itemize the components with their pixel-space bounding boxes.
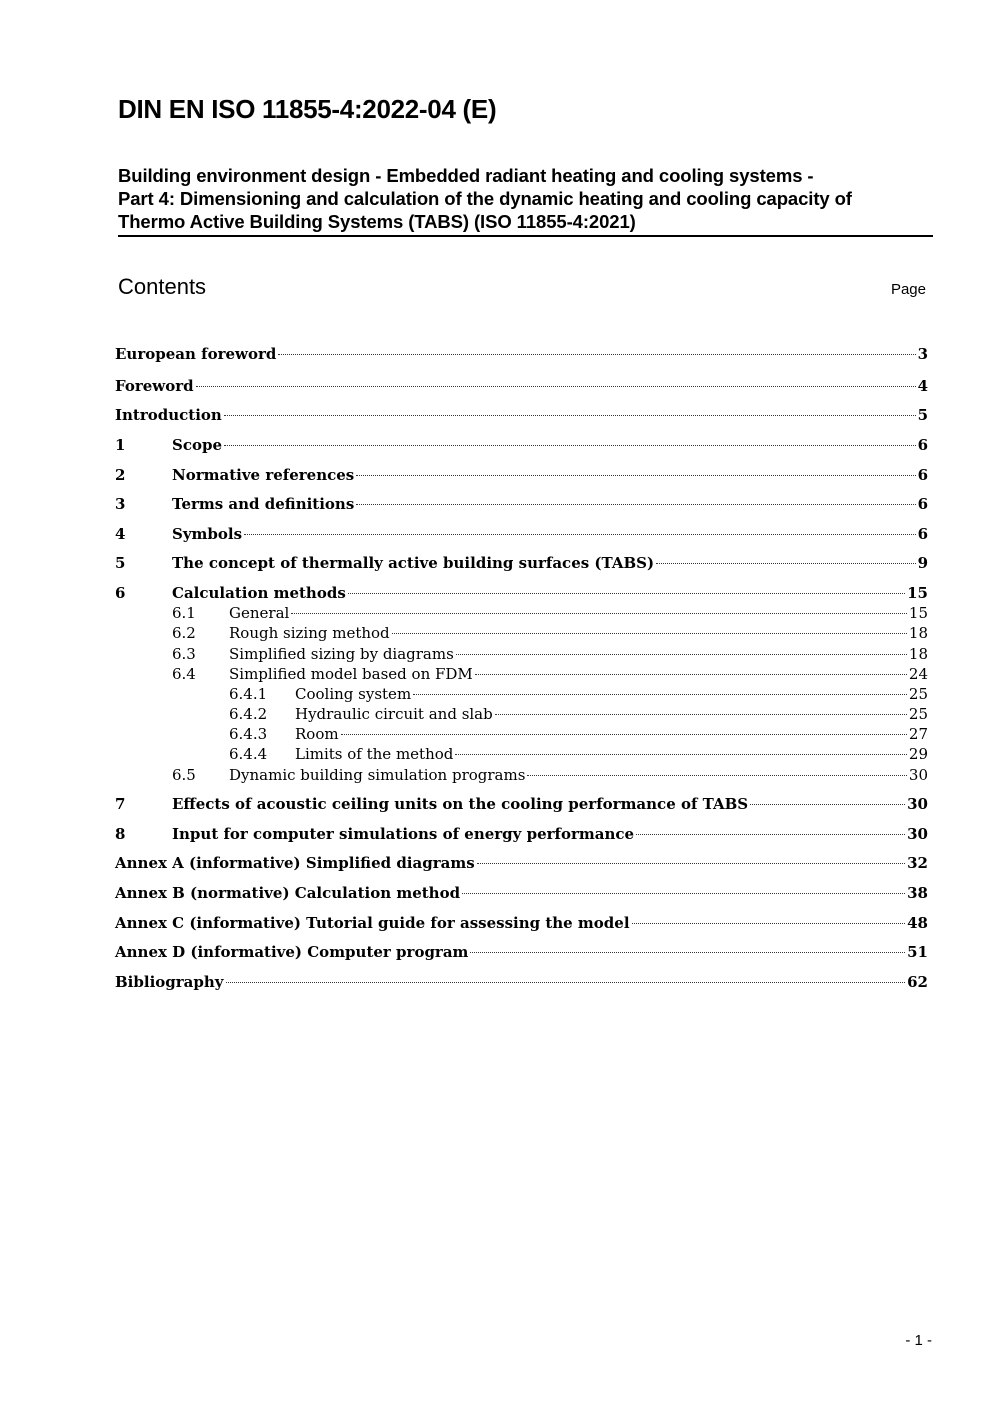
dot-leader bbox=[413, 694, 907, 695]
dot-leader bbox=[455, 754, 907, 755]
dot-leader bbox=[392, 633, 907, 634]
contents-heading: Contents bbox=[118, 274, 207, 299]
toc-entry[interactable] bbox=[115, 435, 928, 455]
toc-entry-label: General bbox=[229, 604, 290, 622]
toc-entry-page: 51 bbox=[907, 943, 928, 961]
toc-entry-page: 9 bbox=[917, 554, 928, 572]
toc-entry[interactable] bbox=[115, 942, 928, 962]
toc-entry-label: Input for computer simulations of energy performance bbox=[172, 825, 635, 843]
toc-entry-text bbox=[172, 524, 928, 544]
toc-entry[interactable] bbox=[115, 583, 928, 603]
toc-entry-page: 27 bbox=[908, 725, 928, 743]
toc-entry[interactable] bbox=[115, 883, 928, 903]
title-line: Thermo Active Building Systems (TABS) (ISO 11855-4:2021) bbox=[118, 211, 636, 232]
toc-entry[interactable] bbox=[115, 744, 928, 764]
toc-entry-text bbox=[115, 942, 928, 962]
toc-entry[interactable] bbox=[115, 794, 928, 814]
toc-entry-text bbox=[115, 853, 928, 873]
toc-entry-page: 32 bbox=[907, 854, 928, 872]
toc-entry-number: 6.4.4 bbox=[229, 745, 268, 763]
dot-leader bbox=[291, 613, 907, 614]
page-column-heading: Page bbox=[890, 281, 926, 298]
toc-entry-label: Simplified sizing by diagrams bbox=[229, 645, 454, 663]
toc-entry[interactable] bbox=[115, 724, 928, 744]
toc-entry-text bbox=[295, 744, 928, 764]
toc-entry-number: 4 bbox=[115, 525, 126, 543]
toc-entry[interactable] bbox=[115, 465, 928, 485]
dot-leader bbox=[224, 445, 916, 446]
dot-leader bbox=[348, 593, 905, 594]
toc-entry-page: 48 bbox=[907, 914, 928, 932]
toc-entry-number: 8 bbox=[115, 825, 126, 843]
toc-entry-page: 6 bbox=[917, 436, 928, 454]
toc-entry-text bbox=[172, 583, 928, 603]
toc-entry[interactable] bbox=[115, 344, 928, 364]
toc-entry-text bbox=[172, 824, 928, 844]
toc-entry-text bbox=[115, 376, 928, 396]
dot-leader bbox=[278, 354, 915, 355]
toc-entry-number: 5 bbox=[115, 554, 126, 572]
dot-leader bbox=[224, 415, 916, 416]
toc-entry-page: 6 bbox=[917, 525, 928, 543]
toc-entry[interactable] bbox=[115, 664, 928, 684]
toc-entry-number: 3 bbox=[115, 495, 126, 513]
dot-leader bbox=[462, 893, 905, 894]
page-number-footer: - 1 - bbox=[905, 1332, 932, 1349]
dot-leader bbox=[226, 982, 906, 983]
dot-leader bbox=[632, 923, 906, 924]
toc-entry[interactable] bbox=[115, 524, 928, 544]
toc-entry-label: Annex A (informative) Simplified diagrams bbox=[115, 854, 475, 872]
dot-leader bbox=[356, 504, 915, 505]
dot-leader bbox=[495, 714, 907, 715]
toc-entry-number: 6.5 bbox=[172, 766, 196, 784]
toc-entry-text bbox=[295, 684, 928, 704]
toc-entry-number: 6.4.3 bbox=[229, 725, 268, 743]
toc-entry-page: 24 bbox=[908, 665, 928, 683]
toc-entry-label: Limits of the method bbox=[295, 745, 454, 763]
toc-entry-label: Scope bbox=[172, 436, 223, 454]
toc-entry-label: Dynamic building simulation programs bbox=[229, 766, 526, 784]
toc-entry-label: Annex C (informative) Tutorial guide for assessing the model bbox=[115, 914, 630, 932]
toc-entry-text bbox=[115, 883, 928, 903]
toc-entry-page: 25 bbox=[908, 685, 928, 703]
dot-leader bbox=[636, 834, 905, 835]
toc-entry-text bbox=[295, 704, 928, 724]
toc-entry-label: Annex D (informative) Computer program bbox=[115, 943, 469, 961]
toc-entry[interactable] bbox=[115, 603, 928, 623]
toc-entry-number: 1 bbox=[115, 436, 126, 454]
document-id: DIN EN ISO 11855-4:2022-04 (E) bbox=[118, 94, 497, 124]
toc-entry-page: 29 bbox=[908, 745, 928, 763]
toc-entry-page: 30 bbox=[908, 766, 928, 784]
toc-entry-text bbox=[295, 724, 928, 744]
toc-entry-text bbox=[172, 435, 928, 455]
toc-entry-label: Terms and definitions bbox=[172, 495, 355, 513]
toc-entry-label: Cooling system bbox=[295, 685, 412, 703]
toc-entry-label: Room bbox=[295, 725, 339, 743]
dot-leader bbox=[470, 952, 905, 953]
toc-entry-number: 2 bbox=[115, 466, 126, 484]
toc-entry[interactable] bbox=[115, 853, 928, 873]
toc-entry[interactable] bbox=[115, 684, 928, 704]
dot-leader bbox=[196, 386, 916, 387]
toc-entry[interactable] bbox=[115, 644, 928, 664]
toc-entry-text bbox=[172, 794, 928, 814]
toc-entry[interactable] bbox=[115, 405, 928, 425]
toc-entry-text bbox=[229, 765, 928, 785]
dot-leader bbox=[341, 734, 907, 735]
toc-entry-page: 6 bbox=[917, 495, 928, 513]
toc-entry-text bbox=[115, 405, 928, 425]
title-line: Part 4: Dimensioning and calculation of the dynamic heating and cooling capacity of bbox=[118, 188, 852, 209]
toc-entry[interactable] bbox=[115, 972, 928, 992]
dot-leader bbox=[527, 775, 906, 776]
toc-entry-page: 15 bbox=[908, 604, 928, 622]
dot-leader bbox=[475, 674, 907, 675]
toc-entry-label: Introduction bbox=[115, 406, 222, 424]
toc-entry-page: 5 bbox=[917, 406, 928, 424]
toc-entry-page: 25 bbox=[908, 705, 928, 723]
toc-entry-page: 30 bbox=[907, 825, 928, 843]
toc-entry-number: 6.3 bbox=[172, 645, 196, 663]
toc-entry-label: Simplified model based on FDM bbox=[229, 665, 473, 683]
toc-entry[interactable] bbox=[115, 623, 928, 643]
dot-leader bbox=[356, 475, 915, 476]
toc-entry-text bbox=[229, 623, 928, 643]
toc-entry-page: 18 bbox=[908, 624, 928, 642]
toc-entry[interactable] bbox=[115, 494, 928, 514]
toc-entry-page: 4 bbox=[917, 377, 928, 395]
title-line: Building environment design - Embedded radiant heating and cooling systems - bbox=[118, 165, 814, 186]
toc-entry-number: 6.4.1 bbox=[229, 685, 268, 703]
dot-leader bbox=[656, 563, 915, 564]
toc-entry-page: 6 bbox=[917, 466, 928, 484]
toc-entry[interactable] bbox=[115, 824, 928, 844]
toc-entry-label: Annex B (normative) Calculation method bbox=[115, 884, 461, 902]
toc-entry-number: 6 bbox=[115, 584, 126, 602]
toc-entry-page: 62 bbox=[907, 973, 928, 991]
toc-entry-page: 15 bbox=[907, 584, 928, 602]
toc-entry-page: 30 bbox=[907, 795, 928, 813]
toc-entry[interactable] bbox=[115, 704, 928, 724]
toc-entry-number: 6.2 bbox=[172, 624, 196, 642]
toc-entry-text bbox=[172, 553, 928, 573]
toc-entry[interactable] bbox=[115, 553, 928, 573]
dot-leader bbox=[750, 804, 905, 805]
document-title bbox=[118, 164, 933, 237]
toc-entry-label: Foreword bbox=[115, 377, 194, 395]
dot-leader bbox=[477, 863, 905, 864]
toc-entry-label: The concept of thermally active building surfaces (TABS) bbox=[172, 554, 655, 572]
toc-entry-number: 7 bbox=[115, 795, 126, 813]
toc-entry-label: Normative references bbox=[172, 466, 355, 484]
toc-entry-label: Rough sizing method bbox=[229, 624, 390, 642]
toc-entry-text bbox=[229, 664, 928, 684]
dot-leader bbox=[244, 534, 916, 535]
toc-entry-label: Symbols bbox=[172, 525, 243, 543]
toc-entry-text bbox=[172, 465, 928, 485]
toc-entry-text bbox=[115, 972, 928, 992]
toc-entry-label: Calculation methods bbox=[172, 584, 346, 602]
toc-entry[interactable] bbox=[115, 765, 928, 785]
toc-entry-number: 6.4.2 bbox=[229, 705, 268, 723]
toc-entry-page: 38 bbox=[907, 884, 928, 902]
toc-entry-text bbox=[229, 644, 928, 664]
toc-entry-text bbox=[115, 344, 928, 364]
toc-entry-number: 6.4 bbox=[172, 665, 196, 683]
toc-entry-page: 18 bbox=[908, 645, 928, 663]
toc-entry-text bbox=[229, 603, 928, 623]
toc-entry-label: Effects of acoustic ceiling units on the cooling performance of TABS bbox=[172, 795, 749, 813]
toc-entry[interactable] bbox=[115, 913, 928, 933]
toc-entry-text bbox=[115, 913, 928, 933]
toc-entry-page: 3 bbox=[917, 345, 928, 363]
toc-entry[interactable] bbox=[115, 376, 928, 396]
toc-entry-label: Hydraulic circuit and slab bbox=[295, 705, 493, 723]
toc-entry-number: 6.1 bbox=[172, 604, 196, 622]
dot-leader bbox=[456, 654, 907, 655]
toc-entry-label: European foreword bbox=[115, 345, 277, 363]
toc-entry-label: Bibliography bbox=[115, 973, 224, 991]
toc-entry-text bbox=[172, 494, 928, 514]
